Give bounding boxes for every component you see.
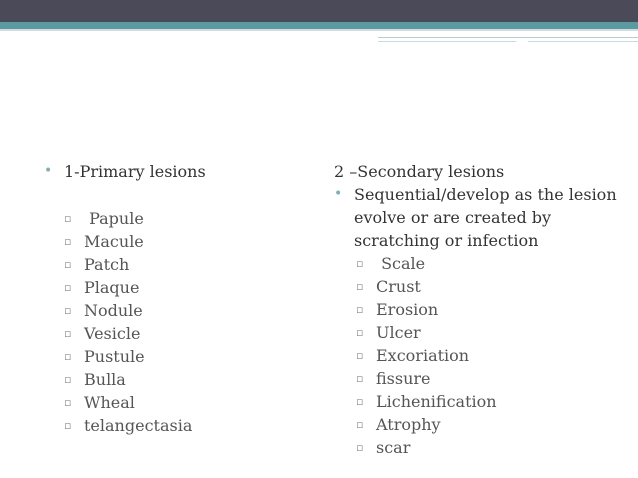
list-item-label: Nodule xyxy=(84,301,143,320)
secondary-lesions-heading: 2 –Secondary lesions xyxy=(334,162,505,181)
square-bullet-icon: ▫ xyxy=(356,372,364,385)
square-bullet-icon: ▫ xyxy=(356,418,364,431)
list-item xyxy=(334,390,624,413)
accent-line xyxy=(378,37,638,38)
list-item xyxy=(334,436,624,459)
list-item xyxy=(44,253,304,276)
square-bullet-icon: ▫ xyxy=(64,235,72,248)
list-item xyxy=(334,298,624,321)
header-dark-band xyxy=(0,0,638,22)
list-item xyxy=(44,207,304,230)
list-item-label: scar xyxy=(376,438,411,457)
list-item xyxy=(334,275,624,298)
round-bullet-icon: • xyxy=(44,163,53,179)
list-item-label: Wheal xyxy=(84,393,135,412)
list-item xyxy=(44,299,304,322)
list-item xyxy=(44,368,304,391)
square-bullet-icon: ▫ xyxy=(64,327,72,340)
list-item xyxy=(44,345,304,368)
square-bullet-icon: ▫ xyxy=(356,441,364,454)
list-item-label: Bulla xyxy=(84,370,126,389)
list-item xyxy=(334,413,624,436)
primary-lesions-heading: 1-Primary lesions xyxy=(64,162,206,181)
square-bullet-icon: ▫ xyxy=(64,373,72,386)
square-bullet-icon: ▫ xyxy=(356,349,364,362)
list-item xyxy=(334,367,624,390)
header-teal-band xyxy=(0,22,638,29)
header-light-strip xyxy=(0,29,638,31)
list-item xyxy=(44,230,304,253)
list-item xyxy=(44,322,304,345)
list-item-label: Plaque xyxy=(84,278,140,297)
list-item-label: Vesicle xyxy=(84,324,141,343)
list-item-label: Ulcer xyxy=(376,323,421,342)
square-bullet-icon: ▫ xyxy=(64,258,72,271)
square-bullet-icon: ▫ xyxy=(64,281,72,294)
list-item-label: Papule xyxy=(84,209,144,228)
square-bullet-icon: ▫ xyxy=(64,419,72,432)
list-item-label: Patch xyxy=(84,255,130,274)
round-bullet-icon: • xyxy=(334,186,343,202)
list-item xyxy=(334,321,624,344)
list-item-label: Lichenification xyxy=(376,392,497,411)
primary-lesions-column xyxy=(44,160,304,437)
secondary-lesions-list xyxy=(334,252,624,459)
square-bullet-icon: ▫ xyxy=(356,257,364,270)
list-item-label: Erosion xyxy=(376,300,439,319)
square-bullet-icon: ▫ xyxy=(356,280,364,293)
square-bullet-icon: ▫ xyxy=(64,304,72,317)
list-item-label: Pustule xyxy=(84,347,145,366)
secondary-lesions-description: Sequential/develop as the lesion evolve or are created by scratching or infection xyxy=(354,185,617,250)
square-bullet-icon: ▫ xyxy=(356,303,364,316)
list-item-label: fissure xyxy=(376,369,431,388)
list-item-label: Atrophy xyxy=(376,415,441,434)
square-bullet-icon: ▫ xyxy=(356,326,364,339)
square-bullet-icon: ▫ xyxy=(64,350,72,363)
list-item xyxy=(334,252,624,275)
list-item-label: Excoriation xyxy=(376,346,470,365)
list-item-label: Scale xyxy=(376,254,426,273)
square-bullet-icon: ▫ xyxy=(64,212,72,225)
square-bullet-icon: ▫ xyxy=(356,395,364,408)
list-item xyxy=(44,276,304,299)
list-item-label: Macule xyxy=(84,232,144,251)
list-item-label: Crust xyxy=(376,277,421,296)
secondary-lesions-column xyxy=(334,160,624,459)
accent-line xyxy=(378,41,516,42)
primary-lesions-heading-item xyxy=(44,160,304,183)
list-item-label: telangectasia xyxy=(84,416,193,435)
list-item xyxy=(44,414,304,437)
secondary-lesions-description-item xyxy=(334,183,624,252)
list-item xyxy=(334,344,624,367)
primary-lesions-list xyxy=(44,207,304,437)
square-bullet-icon: ▫ xyxy=(64,396,72,409)
accent-line xyxy=(528,41,638,42)
list-item xyxy=(44,391,304,414)
